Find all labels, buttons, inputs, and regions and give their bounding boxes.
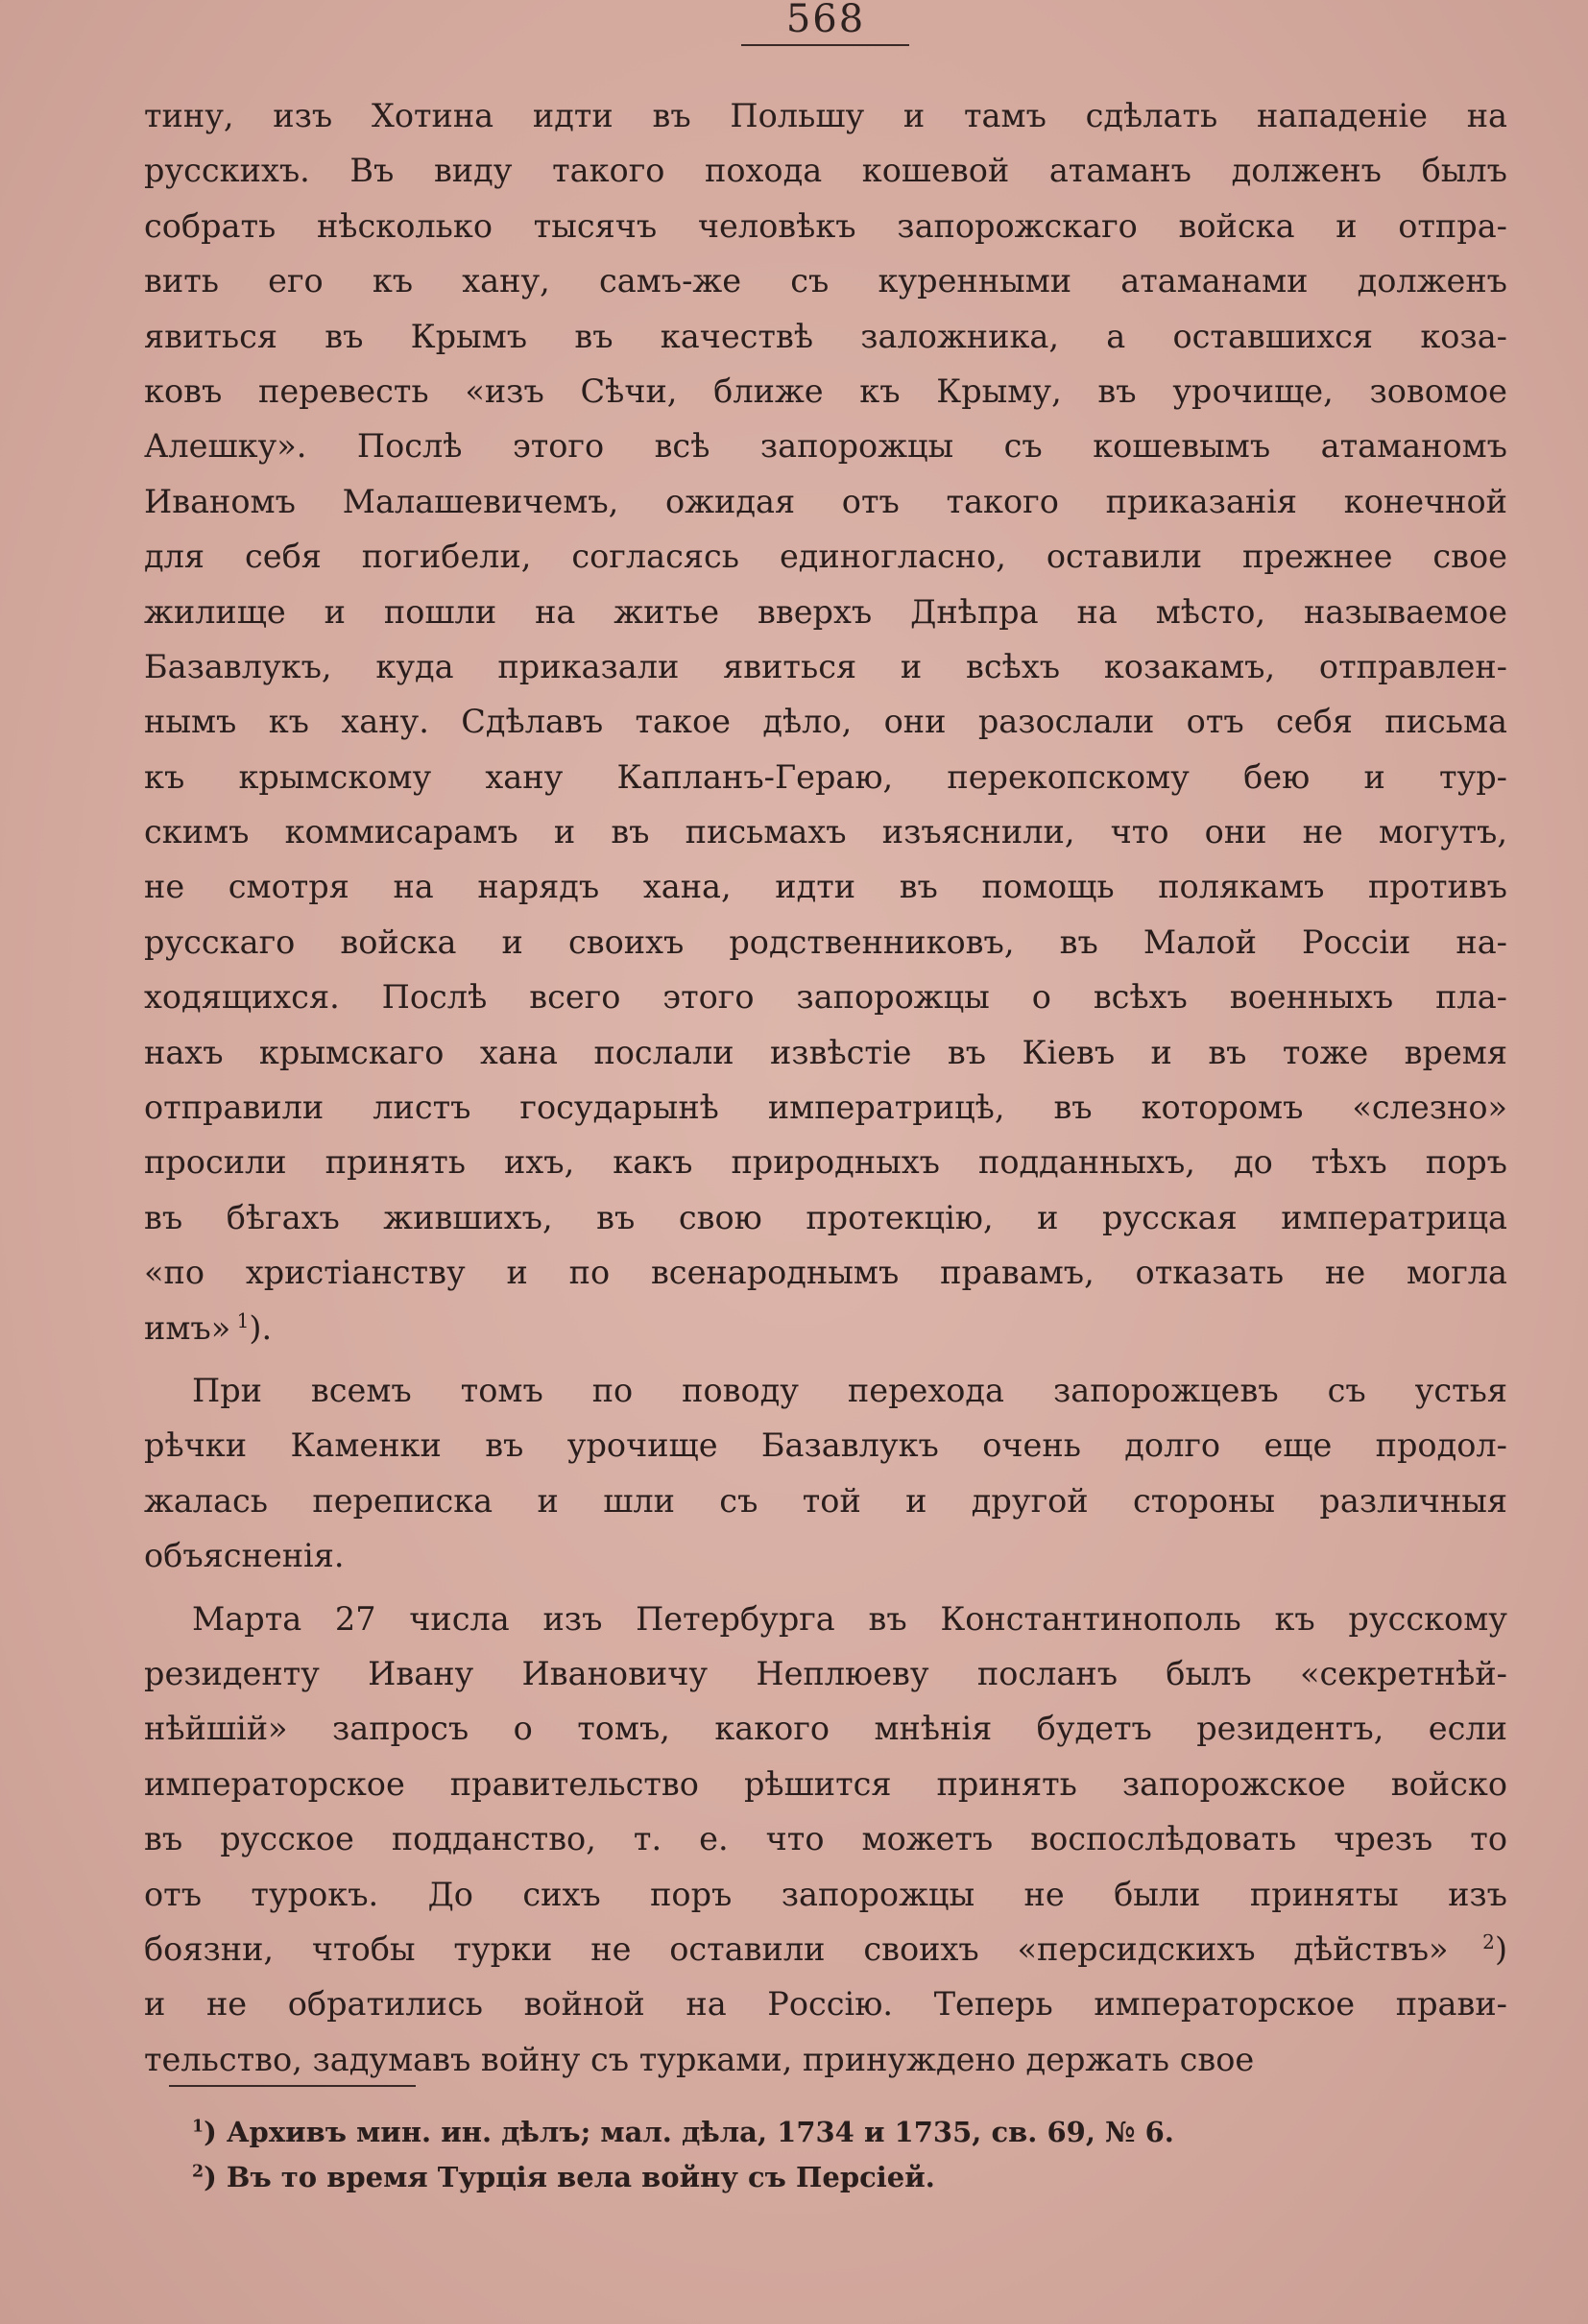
line-text: имъ» [144, 1308, 231, 1347]
text-line [144, 1867, 1507, 1922]
paragraph [144, 88, 1507, 1355]
paragraph [144, 1363, 1507, 1584]
line-text: русскихъ. Въ виду такого похода кошевой атаманъ долженъ былъ [144, 152, 1507, 190]
page-number-rule [741, 44, 909, 46]
text-line [144, 143, 1507, 198]
text-line [144, 1811, 1507, 1866]
line-text: явиться въ Крымъ въ качествѣ заложника, а оставшихся коза- [144, 317, 1507, 355]
footnote-number: 1 [192, 2117, 205, 2137]
text-line [144, 970, 1507, 1024]
text-line [144, 1528, 1507, 1583]
line-text: ковъ перевесть «изъ Сѣчи, ближе къ Крыму, въ урочище, зовомое [144, 371, 1507, 410]
text-line [144, 88, 1507, 143]
line-text: резиденту Ивану Ивановичу Неплюеву посланъ былъ «секретнѣй- [144, 1654, 1507, 1692]
line-text: жалась переписка и шли съ той и другой стороны различныя [144, 1481, 1507, 1520]
line-text: «по христіанству и по всенароднымъ правамъ, отказать не могла [144, 1254, 1507, 1292]
line-text: При всемъ томъ по поводу перехода запорожцевъ съ устья [192, 1371, 1507, 1409]
line-text: для себя погибели, согласясь единогласно, оставили прежнее свое [144, 538, 1507, 576]
text-line [144, 529, 1507, 584]
paragraph [144, 1592, 1507, 2088]
line-text: тельство, задумавъ войну съ турками, принуждено держать свое [144, 2040, 1255, 2078]
footnote-number: 2 [192, 2162, 205, 2182]
text-line [144, 364, 1507, 419]
line-text: Марта 27 числа изъ Петербурга въ Константинополь къ русскому [192, 1599, 1507, 1638]
text-line [144, 309, 1507, 364]
line-text: просили принять ихъ, какъ природныхъ подданныхъ, до тѣхъ поръ [144, 1143, 1507, 1182]
text-line [144, 419, 1507, 473]
text-line [144, 1922, 1507, 1977]
line-tail: ). [249, 1308, 273, 1347]
text-line [144, 639, 1507, 694]
text-line [144, 199, 1507, 253]
main-text [144, 88, 1507, 2087]
text-line [144, 1646, 1507, 1701]
page-number: 568 [785, 0, 866, 41]
line-text: къ крымскому хану Капланъ-Гераю, перекопскому бею и тур- [144, 757, 1507, 796]
line-text: скимъ коммисарамъ и въ письмахъ изъяснили, что они не могутъ, [144, 813, 1507, 851]
text-line [144, 1245, 1507, 1300]
line-text: русскаго войска и своихъ родственниковъ, въ Малой Россіи на- [144, 922, 1507, 961]
text-line [144, 859, 1507, 914]
line-text: Базавлукъ, куда приказали явиться и всѣхъ козакамъ, отправлен- [144, 647, 1507, 685]
footnote-mark: 1 [230, 1308, 250, 1332]
footnote-2 [144, 2155, 1392, 2200]
footnote-mark: 2 [1448, 1929, 1495, 1953]
line-text: рѣчки Каменки въ урочище Базавлукъ очень долго еще продол- [144, 1426, 1507, 1465]
text-line [144, 1363, 1507, 1418]
line-text: объясненія. [144, 1537, 345, 1575]
line-text: боязни, чтобы турки не оставили своихъ «персидскихъ дѣйствъ» [144, 1929, 1449, 1968]
paragraph-gap [144, 1355, 1507, 1363]
text-line [144, 585, 1507, 639]
footnote-text: ) Въ то время Турція вела войну съ Персіей. [204, 2161, 935, 2193]
text-line [144, 1977, 1507, 2031]
line-text: Алешку». Послѣ этого всѣ запорожцы съ кошевымъ атаманомъ [144, 427, 1507, 466]
text-line [144, 694, 1507, 749]
text-line [144, 750, 1507, 804]
line-tail: ) [1494, 1929, 1508, 1968]
text-line [144, 474, 1507, 529]
footnotes [144, 2110, 1392, 2200]
line-text: ходящихся. Послѣ всего этого запорожцы о всѣхъ военныхъ пла- [144, 978, 1507, 1017]
text-line [144, 1592, 1507, 1646]
line-text: вить его къ хану, самъ-же съ куренными атаманами долженъ [144, 262, 1507, 300]
line-text: императорское правительство рѣшится принять запорожское войско [144, 1764, 1507, 1803]
text-line [144, 2032, 1507, 2087]
footnote-separator [169, 2085, 416, 2087]
text-line [144, 1080, 1507, 1135]
text-line [144, 1473, 1507, 1528]
line-text: жилище и пошли на житье вверхъ Днѣпра на мѣсто, называемое [144, 592, 1507, 631]
line-text: отъ турокъ. До сихъ поръ запорожцы не были приняты изъ [144, 1875, 1507, 1913]
line-text: собрать нѣсколько тысячъ человѣкъ запорожскаго войска и отпра- [144, 206, 1507, 245]
text-line [144, 915, 1507, 970]
line-text: нымъ къ хану. Сдѣлавъ такое дѣло, они разослали отъ себя письма [144, 703, 1507, 741]
text-line [144, 1418, 1507, 1473]
line-text: и не обратились войной на Россію. Теперь императорское прави- [144, 1985, 1507, 2024]
line-text: не смотря на нарядъ хана, идти въ помощь полякамъ противъ [144, 868, 1507, 906]
line-text: отправили листъ государынѣ императрицѣ, въ которомъ «слезно» [144, 1089, 1507, 1127]
text-line [144, 1135, 1507, 1189]
text-line [144, 804, 1507, 859]
paragraph-gap [144, 1584, 1507, 1592]
line-text: въ бѣгахъ жившихъ, въ свою протекцію, и русская императрица [144, 1198, 1507, 1236]
line-text: нѣйшій» запросъ о томъ, какого мнѣнія будетъ резидентъ, если [144, 1710, 1507, 1748]
text-line [144, 1025, 1507, 1080]
text-line [144, 1701, 1507, 1756]
line-text: тину, изъ Хотина идти въ Польшу и тамъ сдѣлать нападеніе на [144, 97, 1507, 134]
line-text: Иваномъ Малашевичемъ, ожидая отъ такого приказанія конечной [144, 482, 1507, 520]
line-text: въ русское подданство, т. е. что можетъ воспослѣдовать чрезъ то [144, 1820, 1507, 1858]
text-line [144, 1190, 1507, 1245]
footnote-text: ) Архивъ мин. ин. дѣлъ; мал. дѣла, 1734 и 1735, св. 69, № 6. [204, 2116, 1174, 2148]
line-text: нахъ крымскаго хана послали извѣстіе въ Кіевъ и въ тоже время [144, 1033, 1507, 1071]
text-line [144, 1757, 1507, 1811]
text-line [144, 1301, 1507, 1355]
text-line [144, 253, 1507, 308]
footnote-1 [144, 2110, 1392, 2155]
